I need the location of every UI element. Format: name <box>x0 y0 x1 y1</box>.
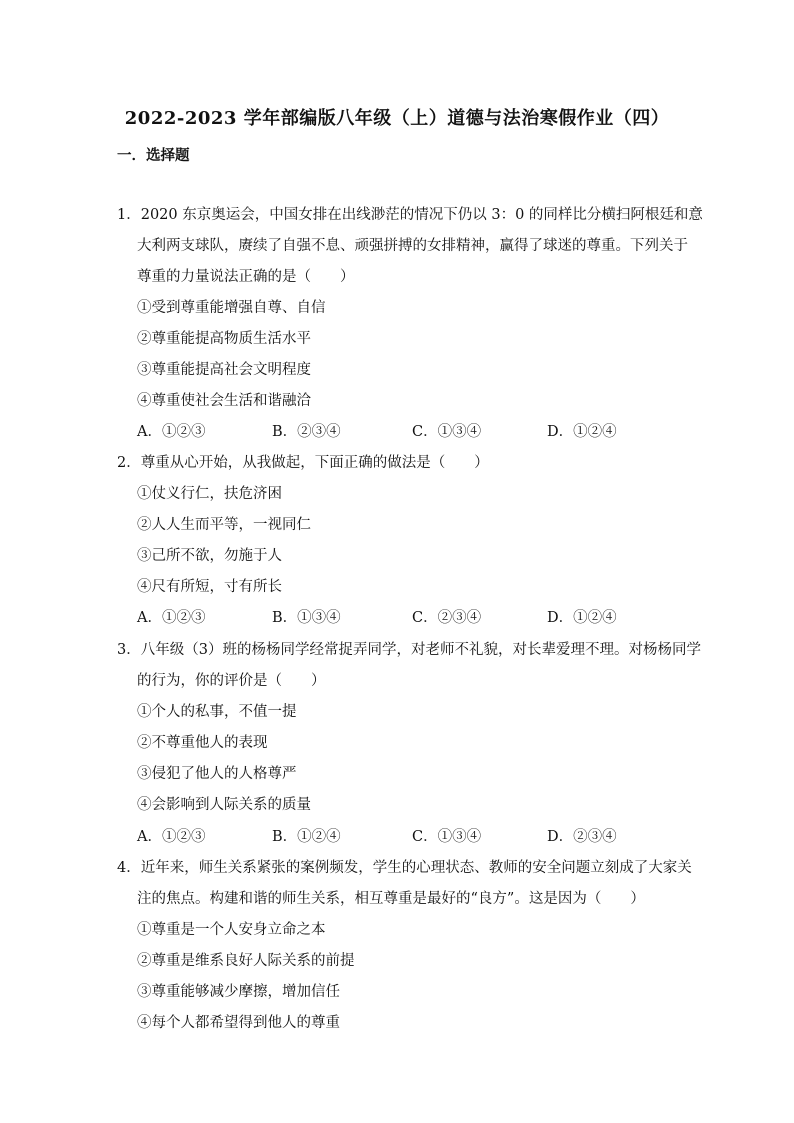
question-1-option-3: ③尊重能提高社会文明程度 <box>137 362 311 378</box>
question-3-line-1: 3．八年级（3）班的杨杨同学经常捉弄同学，对老师不礼貌，对长辈爱理不理。对杨杨同学 <box>117 642 701 658</box>
question-2-answer-b: B．①③④ <box>272 610 341 626</box>
question-4-line-2: 注的焦点。构建和谐的师生关系，相互尊重是最好的“良方”。这是因为（ ） <box>137 891 645 907</box>
question-1-answer-b: B．②③④ <box>272 424 341 440</box>
question-2-option-3: ③己所不欲，勿施于人 <box>137 548 282 564</box>
question-3-option-2: ②不尊重他人的表现 <box>137 735 268 751</box>
question-3-option-3: ③侵犯了他人的人格尊严 <box>137 766 297 782</box>
question-2-answer-a: A．①②③ <box>137 610 206 626</box>
question-3-line-2: 的行为，你的评价是（ ） <box>137 673 326 689</box>
question-1-answer-d: D．①②④ <box>547 424 617 440</box>
question-3-option-1: ①个人的私事，不值一提 <box>137 704 297 720</box>
question-3-answer-d: D．②③④ <box>547 829 617 845</box>
question-4-line-1: 4．近年来，师生关系紧张的案例频发，学生的心理状态、教师的安全问题立刻成了大家关 <box>117 860 692 876</box>
question-2-option-1: ①仗义行仁，扶危济困 <box>137 486 282 502</box>
question-1-option-4: ④尊重使社会生活和谐融洽 <box>137 393 311 409</box>
question-1-option-2: ②尊重能提高物质生活水平 <box>137 331 311 347</box>
question-2-answer-d: D．①②④ <box>547 610 617 626</box>
question-4-option-1: ①尊重是一个人安身立命之本 <box>137 922 326 938</box>
section-heading: 一．选择题 <box>117 147 190 164</box>
question-2-option-4: ④尺有所短，寸有所长 <box>137 579 282 595</box>
question-1-line-1: 1．2020 东京奥运会，中国女排在出线渺茫的情况下仍以 3：0 的同样比分横扫阿根廷和意 <box>117 207 703 223</box>
question-1-option-1: ①受到尊重能增强自尊、自信 <box>137 300 326 316</box>
question-3-answer-a: A．①②③ <box>137 829 206 845</box>
question-1-answer-a: A．①②③ <box>137 424 206 440</box>
question-3-answer-b: B．①②④ <box>272 829 341 845</box>
question-2-option-2: ②人人生而平等，一视同仁 <box>137 517 311 533</box>
question-1-answer-c: C．①③④ <box>412 424 482 440</box>
question-2-line-1: 2．尊重从心开始，从我做起，下面正确的做法是（ ） <box>117 455 489 471</box>
question-2-answer-c: C．②③④ <box>412 610 482 626</box>
question-4-option-4: ④每个人都希望得到他人的尊重 <box>137 1015 340 1031</box>
question-3-option-4: ④会影响到人际关系的质量 <box>137 797 311 813</box>
question-4-option-3: ③尊重能够减少摩擦，增加信任 <box>137 984 340 1000</box>
question-1-line-2: 大利两支球队，赓续了自强不息、顽强拼搏的女排精神，赢得了球迷的尊重。下列关于 <box>137 238 688 254</box>
question-3-answer-c: C．①③④ <box>412 829 482 845</box>
document-title: 2022-2023 学年部编版八年级（上）道德与法治寒假作业（四） <box>124 108 670 129</box>
question-1-line-3: 尊重的力量说法正确的是（ ） <box>137 269 355 285</box>
question-4-option-2: ②尊重是维系良好人际关系的前提 <box>137 953 355 969</box>
